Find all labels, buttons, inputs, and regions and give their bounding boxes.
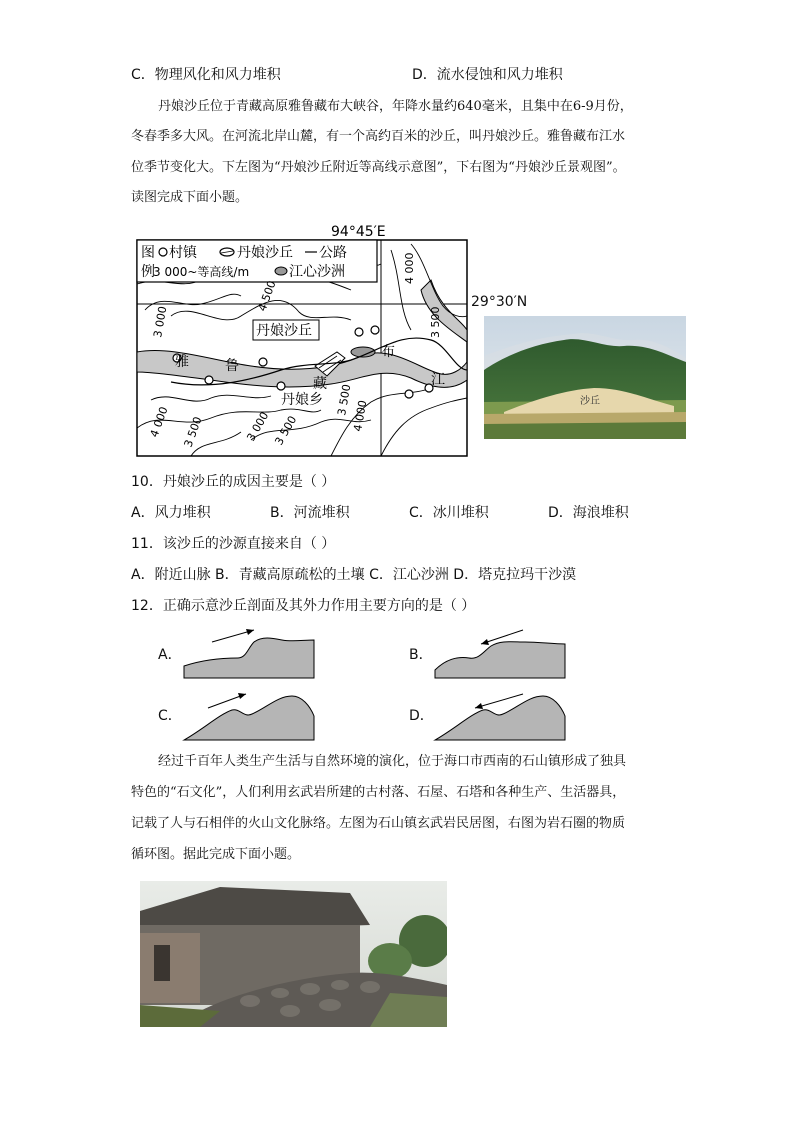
q12-diagram-d: [433, 690, 567, 742]
q10-option-b: B．河流堆积: [270, 505, 350, 521]
contour-map: [131, 220, 481, 460]
passage1-line1: 丹娘沙丘位于青藏高原雅鲁藏布大峡谷，年降水量约640毫米，且集中在6-9月份，: [158, 99, 633, 114]
q12-diagram-b: [433, 626, 567, 680]
q12-option-c-label: C．: [158, 708, 182, 724]
q10-option-a: A．风力堆积: [131, 505, 211, 521]
legend-island: 江心沙洲: [289, 264, 345, 280]
legend-contour: 3 000~等高线/m: [153, 265, 250, 279]
basalt-house-photo: [140, 881, 447, 1027]
dune-photo: [484, 316, 686, 439]
q12-option-b-label: B．: [409, 647, 433, 663]
legend-island-symbol: [275, 267, 287, 275]
latitude-label: 29°30′N: [471, 294, 528, 310]
svg-text:3 500: 3 500: [429, 306, 442, 338]
q12-diagram-a: [182, 626, 316, 680]
svg-text:4 500: 4 500: [255, 278, 279, 314]
passage1-line3: 位季节变化大。下左图为“丹娘沙丘附近等高线示意图”，下右图为“丹娘沙丘景观图”。: [131, 160, 626, 175]
legend-dune: 丹娘沙丘: [237, 245, 293, 261]
q11-stem: 11．该沙丘的沙源直接来自（ ）: [131, 536, 336, 552]
legend-tu: 图: [141, 245, 155, 261]
q11-options: A．附近山脉 B．青藏高原疏松的土壤 C．江心沙洲 D．塔克拉玛干沙漠: [131, 567, 577, 583]
longitude-label: 94°45′E: [331, 224, 386, 240]
passage1-line4: 读图完成下面小题。: [131, 190, 249, 205]
label-zang: 藏: [313, 376, 327, 392]
q12-stem: 12．正确示意沙丘剖面及其外力作用主要方向的是（ ）: [131, 598, 476, 614]
svg-text:4 000: 4 000: [351, 399, 370, 433]
q9-option-d: D．流水侵蚀和风力堆积: [412, 67, 563, 83]
q12-option-a-label: A．: [158, 647, 182, 663]
svg-text:3 500: 3 500: [335, 383, 354, 417]
svg-text:3 500: 3 500: [272, 413, 300, 448]
label-bu: 布: [381, 344, 395, 360]
q10-option-c: C．冰川堆积: [409, 505, 489, 521]
contour-map-svg: [131, 220, 481, 460]
q12-option-d-label: D．: [409, 708, 434, 724]
passage1-line2: 冬春季多大风。在河流北岸山麓，有一个高约百米的沙丘，叫丹娘沙丘。雅鲁藏布江水: [131, 129, 626, 144]
passage2-line4: 循环图。据此完成下面小题。: [131, 847, 301, 862]
legend-village: 村镇: [169, 245, 197, 261]
svg-text:3 500: 3 500: [181, 414, 205, 450]
label-lu: 鲁: [225, 358, 239, 374]
svg-text:4 000: 4 000: [147, 404, 171, 440]
photo-dune-label: 沙丘: [580, 396, 600, 407]
svg-text:3 000: 3 000: [244, 409, 272, 444]
svg-text:4 000: 4 000: [403, 252, 416, 284]
svg-text:3 000: 3 000: [151, 305, 170, 339]
passage2-line3: 记载了人与石相伴的火山文化脉络。左图为石山镇玄武岩民居图，右图为岩石圈的物质: [131, 816, 626, 831]
legend-li: 例: [141, 264, 155, 280]
legend-road: 公路: [319, 245, 347, 261]
q10-option-d: D．海浪堆积: [548, 505, 629, 521]
label-danniang-xiang: 丹娘乡: [281, 392, 323, 408]
q12-diagram-c: [182, 690, 316, 742]
passage2-line1: 经过千百年人类生产生活与自然环境的演化，位于海口市西南的石山镇形成了独具: [158, 754, 627, 769]
passage2-line2: 特色的“石文化”，人们利用玄武岩所建的古村落、石屋、石塔和各种生产、生活器具，: [131, 785, 626, 800]
label-jiang: 江: [431, 372, 445, 388]
legend-village-symbol: [159, 248, 167, 256]
label-ya: 雅: [175, 354, 189, 370]
q10-stem: 10．丹娘沙丘的成因主要是（ ）: [131, 474, 336, 490]
q9-option-c: C．物理风化和风力堆积: [131, 67, 281, 83]
dune-label: 丹娘沙丘: [256, 323, 312, 339]
